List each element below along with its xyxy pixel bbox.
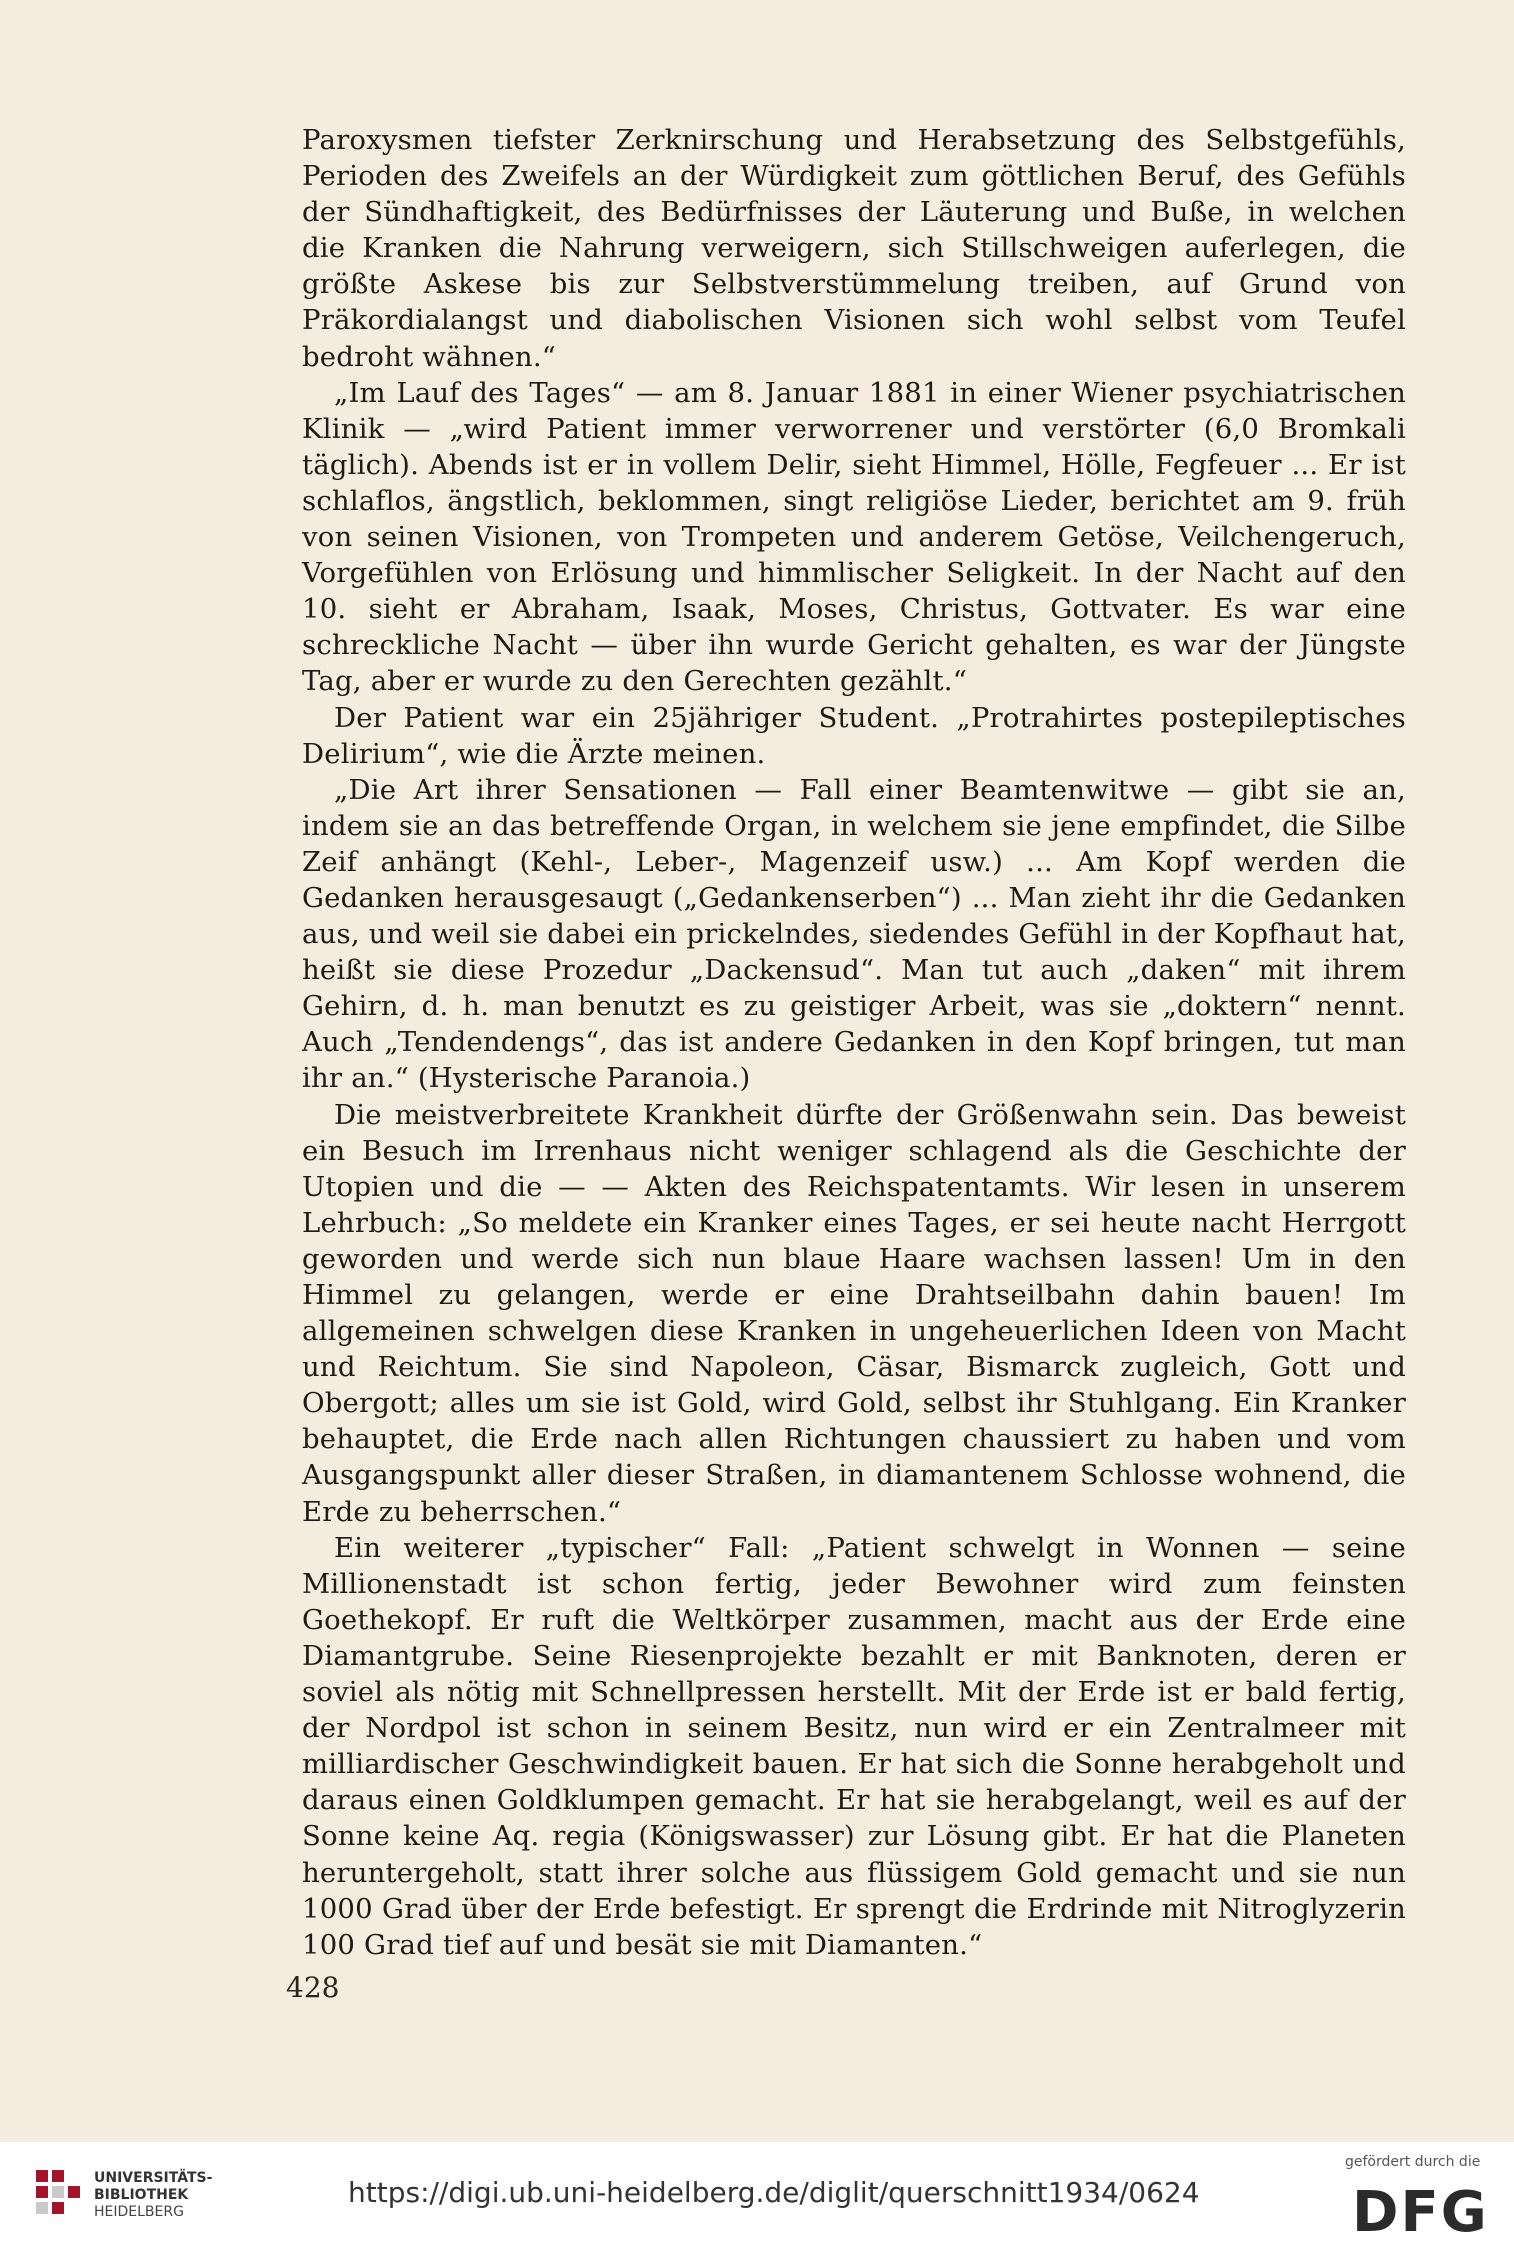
paragraph-6: Ein weiterer „typischer“ Fall: „Patient schwelgt in Wonnen — seine Millionenstadt ist schon fertig, jeder Bewohner wird zum feinsten Goethekopf. Er ruft die Weltkörper zusammen, macht aus der Erde eine Diamantgrube. Seine Riesenprojekte bezahlt er mit Banknoten, deren er soviel als nötig mit Schnellpressen herstellt. Mit der Erde ist er bald fertig, der Nordpol ist schon in seinem Besitz, nun wird er ein Zentralmeer mit milliardischer Geschwindigkeit bauen. Er hat sich die Sonne herabgeholt und daraus einen Goldklumpen gemacht. Er hat sie herabgelangt, weil es auf der Sonne keine Aq. regia (Königswasser) zur Lösung gibt. Er hat die Planeten heruntergeholt, statt ihrer solche aus flüssigem Gold gemacht und sie nun 1000 Grad über der Erde befestigt. Er sprengt die Erdrinde mit Nitroglyzerin 100 Grad tief auf und besät sie mit Diamanten.“ (302, 1531, 1406, 1961)
paragraph-4: „Die Art ihrer Sensationen — Fall einer Beamtenwitwe — gibt sie an, indem sie an das betreffende Organ, in welchem sie jene empfindet, die Silbe Zeif anhängt (Kehl-, Leber-, Magenzeif usw.) ... Am Kopf werden die Gedanken herausgesaugt („Gedankenserben“) ... Man zieht ihr die Gedanken aus, und weil sie dabei ein prickelndes, siedendes Gefühl in der Kopfhaut hat, heißt sie diese Prozedur „Dackensud“. Man tut auch „daken“ mit ihrem Gehirn, d. h. man benutzt es zu geistiger Arbeit, was sie „doktern“ nennt. Auch „Tendendengs“, das ist andere Gedanken in den Kopf bringen, tut man ihr an.“ (Hysterische Paranoia.) (302, 773, 1406, 1095)
viewer-footer (0, 2142, 1514, 2250)
university-library-logo-icon (34, 2166, 86, 2226)
dfg-logo-icon: DFG (1352, 2180, 1489, 2245)
library-name-line-3: HEIDELBERG (94, 2204, 184, 2220)
paragraph-2: „Im Lauf des Tages“ — am 8. Januar 1881 in einer Wiener psychiatrischen Klinik — „wird Patient immer verworrener und verstörter (6,0 Bromkali täglich). Abends ist er in vollem Delir, sieht Himmel, Hölle, Fegfeuer ... Er ist schlaflos, ängstlich, beklommen, singt religiöse Lieder, berichtet am 9. früh von seinen Visionen, von Trompeten und anderem Getöse, Veilchengeruch, Vorgefühlen von Erlösung und himmlischer Seligkeit. In der Nacht auf den 10. sieht er Abraham, Isaak, Moses, Christus, Gottvater. Es war eine schreckliche Nacht — über ihn wurde Gericht gehalten, es war der Jüngste Tag, aber er wurde zu den Gerechten gezählt.“ (302, 376, 1406, 698)
paragraph-1: Paroxysmen tiefster Zerknirschung und Herabsetzung des Selbstgefühls, Perioden des Zweifels an der Würdigkeit zum göttlichen Beruf, des Gefühls der Sündhaftigkeit, des Bedürfnisses der Läuterung und Buße, in welchen die Kranken die Nahrung verweigern, sich Stillschweigen auferlegen, die größte Askese bis zur Selbstverstümmelung treiben, auf Grund von Präkordialangst und diabolischen Visionen sich wohl selbst vom Teufel bedroht wähnen.“ (302, 124, 1406, 373)
page-body (302, 122, 1406, 1963)
paragraph-3: Der Patient war ein 25jähriger Student. „Protrahirtes postepileptisches Delirium“, wie die Ärzte meinen. (302, 701, 1406, 770)
page-number: 428 (286, 1971, 340, 2004)
paragraph-5: Die meistverbreitete Krankheit dürfte der Größenwahn sein. Das beweist ein Besuch im Irrenhaus nicht weniger schlagend als die Geschichte der Utopien und die — — Akten des Reichspatentamts. Wir lesen in unserem Lehrbuch: „So meldete ein Kranker eines Tages, er sei heute nacht Herrgott geworden und werde sich nun blaue Haare wachsen lassen! Um in den Himmel zu gelangen, werde er eine Drahtseilbahn dahin bauen! Im allgemeinen schwelgen diese Kranken in ungeheuerlichen Ideen von Macht und Reichtum. Sie sind Napoleon, Cäsar, Bismarck zugleich, Gott und Obergott; alles um sie ist Gold, wird Gold, selbst ihr Stuhlgang. Ein Kranker behauptet, die Erde nach allen Richtungen chaussiert zu haben und vom Ausgangspunkt aller dieser Straßen, in diamantenem Schlosse wohnend, die Erde zu beherrschen.“ (302, 1098, 1406, 1528)
library-name-line-1: UNIVERSITÄTS- (94, 2170, 213, 2186)
funding-note: gefördert durch die (1345, 2154, 1481, 2170)
permalink-url[interactable]: https://digi.ub.uni-heidelberg.de/diglit/querschnitt1934/0624 (348, 2176, 1200, 2209)
library-name (94, 2170, 212, 2221)
library-name-line-2: BIBLIOTHEK (94, 2187, 189, 2203)
